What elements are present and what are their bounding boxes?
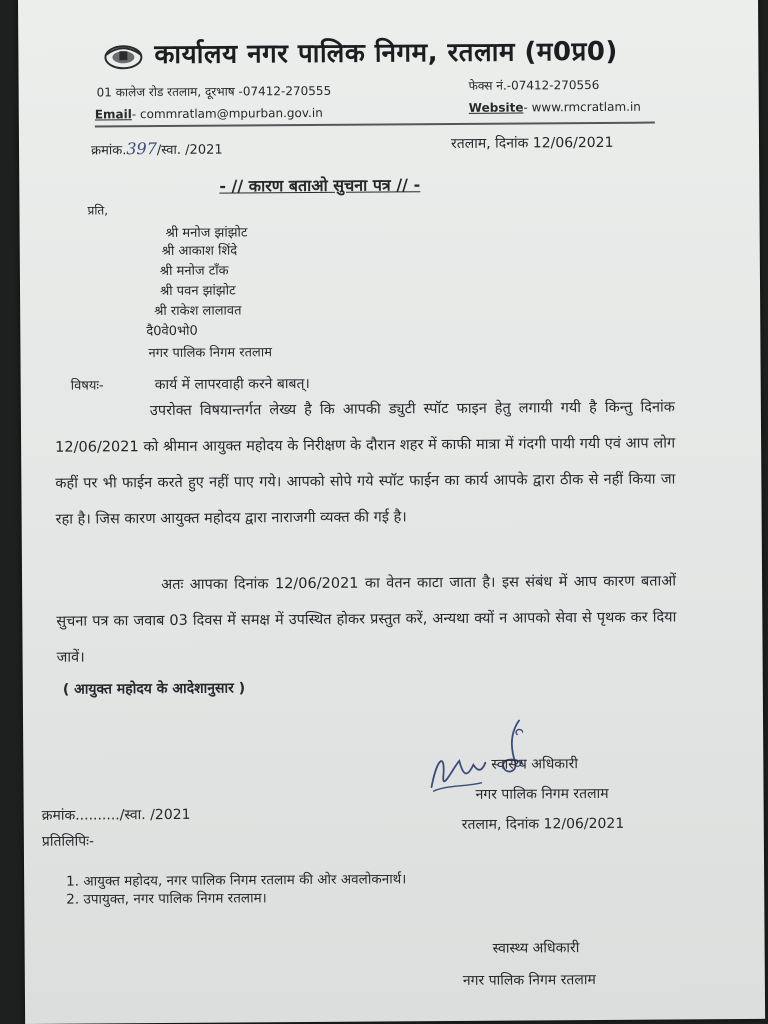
- signature-date: रतलाम, दिनांक 12/06/2021: [461, 815, 625, 833]
- order-note: ( आयुक्त महोदय के आदेशानुसार ): [62, 680, 246, 698]
- office-fax: फेक्स नं.-07412-270556: [468, 77, 600, 93]
- recipient: श्री मनोज टाँक: [159, 263, 229, 280]
- footer-office: नगर पालिक निगम रतलाम: [462, 971, 596, 989]
- recipient: श्री पवन झांझोट: [159, 283, 236, 300]
- recipient: दै0वे0भो0: [146, 323, 198, 340]
- body-paragraph-2: अतः आपका दिनांक 12/06/2021 का वेतन काटा जाता है। इस संबंध में आप कारण बताओं सुचना पत्र का जवाब 03 दिवस में समक्ष में उपस्थित होकर प्रस्तुत करें, अन्यथा क्यों न आपको सेवा से पृथक कर दिया जावें।: [56, 573, 677, 666]
- office-email: [95, 106, 323, 122]
- subject-text: कार्य में लापरवाही करने बाबत्।: [154, 375, 310, 394]
- signature-designation: स्वास्थ्य अधिकारी: [491, 756, 579, 773]
- office-address: 01 कालेज रोड रतलाम, दूरभाष -07412-270555: [96, 83, 332, 100]
- reference-prefix: क्रमांक: [91, 143, 123, 159]
- office-website: [469, 100, 641, 115]
- copy-label: प्रतिलिपिः-: [41, 833, 95, 850]
- reference-suffix: /स्वा. /2021: [156, 142, 223, 159]
- recipient: श्री आकाश शिंदे: [161, 243, 238, 260]
- copy-reference: क्रमांक........../स्वा. /2021: [41, 806, 191, 824]
- footer-designation: स्वास्थ्य अधिकारी: [492, 940, 580, 957]
- subject-label: विषयः-: [70, 378, 104, 394]
- copy-recipient: 2. उपायुक्त, नगर पालिक निगम रतलाम।: [66, 890, 267, 908]
- to-label: प्रति,: [87, 203, 109, 218]
- notice-title: - // कारण बताओ सुचना पत्र // -: [219, 175, 421, 196]
- recipient: श्री मनोज झांझोट: [165, 225, 248, 241]
- municipal-emblem-icon: [100, 41, 146, 71]
- website-value: - www.rmcratlam.in: [523, 99, 641, 115]
- copy-recipient: 1. आयुक्त महोदय, नगर पालिक निगम रतलाम की ओर अवलोकनार्थ।: [66, 871, 407, 890]
- body-paragraph-1: उपरोक्त विषयान्तर्गत लेख्य है कि आपकी ड्युटी स्पॉट फाइन हेतु लगायी गयी है किन्तु दिनांक 12/06/2021 को श्रीमान आयुक्त महोदय के निरीक्षण के दौरान शहर में काफी मात्रा में गंदगी पायी गयी एवं आप लोग कहीं पर भी फाईन करते हुए नहीं पाए गये। आपको सोपे गये स्पॉट फाईन का कार्य आपके द्वारा ठीक से नहीं किया जा रहा है। जिस कारण आयुक्त महोदय द्वारा नाराजगी व्यक्त की गई है।: [55, 399, 676, 528]
- reference-handwritten-number: 397: [126, 139, 157, 159]
- signature-office: नगर पालिक निगम रतलाम: [475, 785, 609, 803]
- email-value: - commratlam@mpurban.gov.in: [131, 105, 323, 122]
- reference-date: रतलाम, दिनांक 12/06/2021: [450, 134, 614, 152]
- recipient: श्री राकेश लालावत: [154, 303, 242, 320]
- email-label: Email: [94, 107, 132, 122]
- header-divider: [95, 122, 655, 128]
- website-label: Website: [468, 100, 524, 115]
- office-title: कार्यालय नगर पालिक निगम, रतलाम (म0प्र0): [154, 36, 618, 71]
- reference-number: क्रमांक.397/स्वा. /2021: [91, 139, 223, 159]
- recipient: नगर पालिक निगम रतलाम: [148, 345, 273, 362]
- letter-paper: [18, 0, 765, 1024]
